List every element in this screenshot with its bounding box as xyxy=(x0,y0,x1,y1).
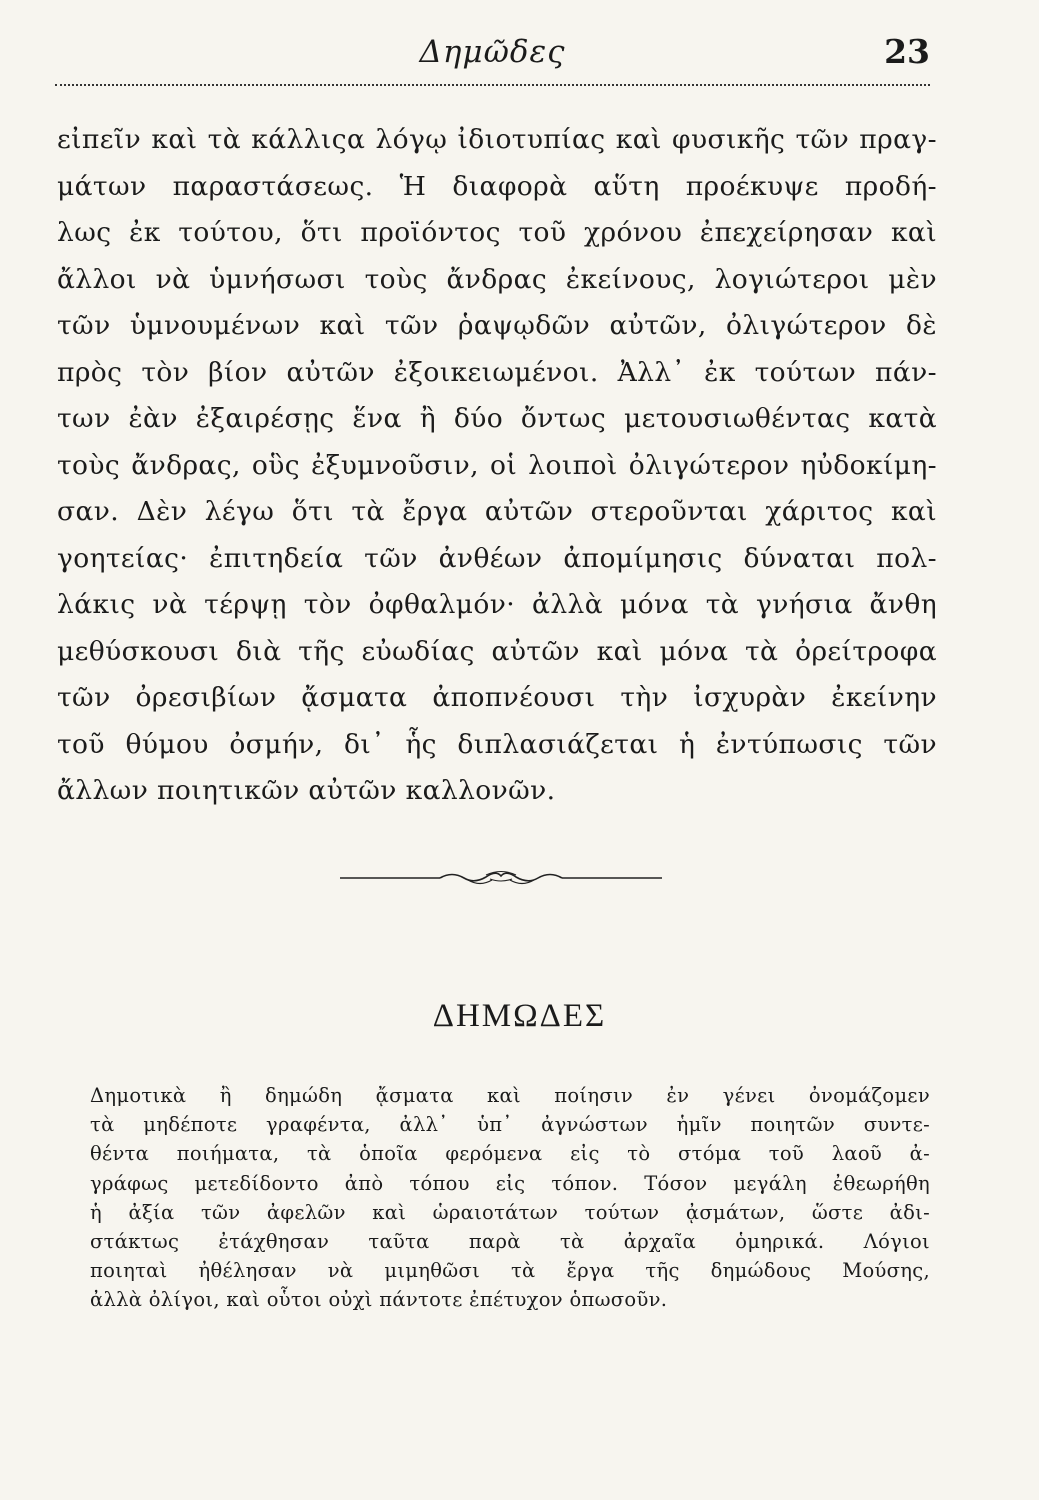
text-line: πρὸς τὸν βίον αὐτῶν ἐξοικειωμένοι. Ἀλλ᾽ ἐκ τούτων πάν- xyxy=(57,356,937,388)
text-line: των ἐὰν ἐξαιρέσῃς ἕνα ἢ δύο ὄντως μετουσιωθέντας κατὰ xyxy=(57,403,937,434)
section-paragraph xyxy=(90,1081,930,1315)
text-line: Δημοτικὰ ἢ δημώδη ᾄσματα καὶ ποίησιν ἐν γένει ὀνομάζομεν xyxy=(90,1084,930,1107)
text-line: μεθύσκουσι διὰ τῆς εὐωδίας αὐτῶν καὶ μόνα τὰ ὀρείτροφα xyxy=(57,635,937,667)
header-rule xyxy=(55,84,930,86)
text-line: γράφως μετεδίδοντο ἀπὸ τόπου εἰς τόπον. Τόσον μεγάλη ἐθεωρήθη xyxy=(90,1171,930,1195)
text-line: μάτων παραστάσεως. Ἡ διαφορὰ αὕτη προέκυψε προδή- xyxy=(57,170,937,202)
text-line: ἡ ἀξία τῶν ἀφελῶν καὶ ὡραιοτάτων τούτων ᾀσμάτων, ὥστε ἀδι- xyxy=(90,1200,930,1224)
text-line: τοῦ θύμου ὀσμήν, δι᾽ ἧς διπλασιάζεται ἡ ἐντύπωσις τῶν xyxy=(57,728,937,760)
text-line: λάκις νὰ τέρψῃ τὸν ὀφθαλμόν· ἀλλὰ μόνα τὰ γνήσια ἄνθη xyxy=(57,589,937,620)
text-line: ἄλλοι νὰ ὑμνήσωσι τοὺς ἄνδρας ἐκείνους, λογιώτεροι μὲν xyxy=(57,263,937,295)
running-head xyxy=(55,30,930,80)
text-line: τὰ μηδέποτε γραφέντα, ἀλλ᾽ ὑπ᾽ ἀγνώστων ἡμῖν ποιητῶν συντε- xyxy=(90,1113,930,1137)
text-line: ποιηταὶ ἠθέλησαν νὰ μιμηθῶσι τὰ ἔργα τῆς δημώδους Μούσης, xyxy=(90,1259,930,1283)
text-line-last: ἄλλων ποιητικῶν αὐτῶν καλλονῶν. xyxy=(57,775,556,806)
body-paragraph xyxy=(57,117,937,815)
text-line: τῶν ὑμνουμένων καὶ τῶν ῥαψῳδῶν αὐτῶν, ὀλιγώτερον δὲ xyxy=(57,310,937,341)
text-line: τῶν ὀρεσιβίων ᾄσματα ἀποπνέουσι τὴν ἰσχυρὰν ἐκείνην xyxy=(57,682,937,713)
text-line: γοητείας· ἐπιτηδεία τῶν ἀνθέων ἀπομίμησις δύναται πολ- xyxy=(57,542,937,574)
text-line-last: ἀλλὰ ὀλίγοι, καὶ οὗτοι οὐχὶ πάντοτε ἐπέτυχον ὁπωσοῦν. xyxy=(90,1288,668,1312)
text-line: εἰπεῖν καὶ τὰ κάλλιςα λόγῳ ἰδιοτυπίας καὶ φυσικῆς τῶν πραγ- xyxy=(57,124,937,155)
text-line: λως ἐκ τούτου, ὅτι προϊόντος τοῦ χρόνου ἐπεχείρησαν καὶ xyxy=(57,217,937,248)
text-line: στάκτως ἐτάχθησαν ταῦτα παρὰ τὰ ἀρχαῖα ὁμηρικά. Λόγιοι xyxy=(90,1229,930,1253)
section-title: ΔΗΜΩΔΕΣ xyxy=(432,998,607,1034)
page-number: 23 xyxy=(884,32,930,71)
ornament-divider xyxy=(340,867,662,889)
text-line: τοὺς ἄνδρας, οὓς ἐξυμνοῦσιν, οἱ λοιποὶ ὀλιγώτερον ηὐδοκίμη- xyxy=(57,449,937,481)
text-line: σαν. Δὲν λέγω ὅτι τὰ ἔργα αὐτῶν στεροῦνται χάριτος καὶ xyxy=(57,496,937,527)
text-line: θέντα ποιήματα, τὰ ὁποῖα φερόμενα εἰς τὸ στόμα τοῦ λαοῦ ἀ- xyxy=(90,1142,930,1166)
running-title: Δημῶδες xyxy=(419,34,566,70)
